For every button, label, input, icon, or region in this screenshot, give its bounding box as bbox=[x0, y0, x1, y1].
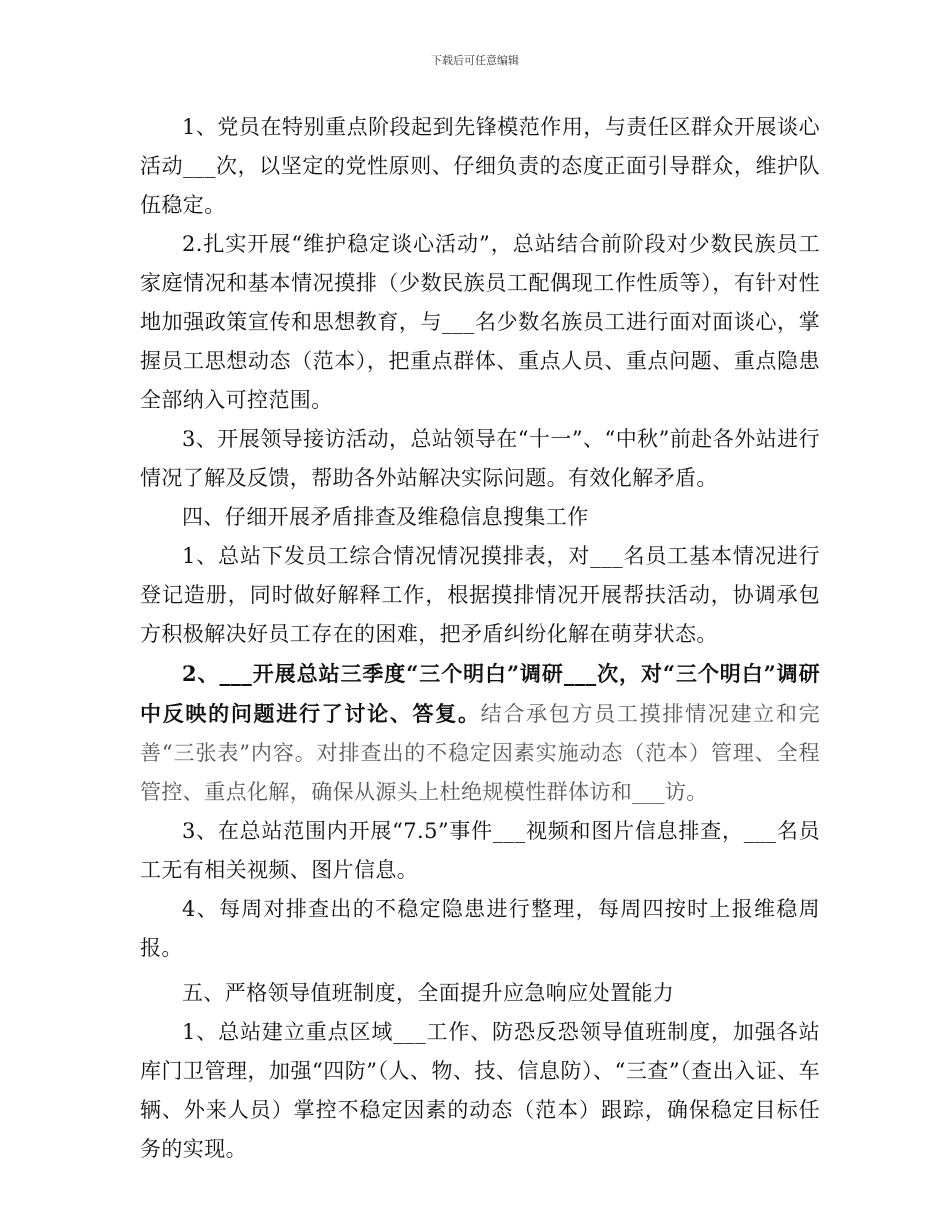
paragraph-2: 2.扎实开展“维护稳定谈心活动”，总站结合前阶段对少数民族员工家庭情况和基本情况摸排（少数民族员工配偶现工作性质等），有针对性地加强政策宣传和思想教育，与___名少数名族员工进行面对面谈心，掌握员工思想动态（范本），把重点群体、重点人员、重点问题、重点隐患全部纳入可控范围。 bbox=[140, 232, 820, 412]
paragraph-5-1: 1、总站建立重点区域___工作、防恐反恐领导值班制度，加强各站库门卫管理，加强“四防”（人、物、技、信息防）、“三查”（查出入证、车辆、外来人员）掌控不稳定因素的动态（范本）跟踪，确保稳定目标任务的实现。 bbox=[140, 1020, 820, 1161]
paragraph-4-2-bold: 2、___开展总站三季度“三个明白”调研___次，对“三个明白”调研中反映的问题进行了讨论、答复。 bbox=[140, 661, 820, 726]
page-header: 下载后可任意编辑 bbox=[431, 54, 519, 67]
section-heading-4: 四、仔细开展矛盾排查及维稳信息搜集工作 bbox=[182, 505, 589, 529]
paragraph-3: 3、开展领导接访活动，总站领导在“十一”、“中秋”前赴各外站进行情况了解及反馈，帮助各外站解决实际问题。有效化解矛盾。 bbox=[140, 427, 820, 490]
paragraph-4-4: 4、每周对排查出的不稳定隐患进行整理，每周四按时上报维稳周报。 bbox=[140, 897, 820, 960]
section-heading-5: 五、严格领导值班制度，全面提升应急响应处置能力 bbox=[182, 981, 675, 1005]
paragraph-1: 1、党员在特别重点阶段起到先锋模范作用，与责任区群众开展谈心活动___次，以坚定的党性原则、仔细负责的态度正面引导群众，维护队伍稳定。 bbox=[140, 115, 820, 217]
document-body bbox=[140, 108, 820, 1169]
paragraph-4-3: 3、在总站范围内开展“7.5”事件___视频和图片信息排查，___名员工无有相关视频、图片信息。 bbox=[140, 819, 820, 882]
paragraph-4-2 bbox=[140, 654, 820, 812]
paragraph-4-1: 1、总站下发员工综合情况情况摸排表，对___名员工基本情况进行登记造册，同时做好解释工作，根据摸排情况开展帮扶活动，协调承包方积极解决好员工存在的困难，把矛盾纠纷化解在萌芽状态。 bbox=[140, 544, 820, 646]
paragraph-4-2-gray: 结合承包方员工摸排情况建立和完善“三张表”内容。对排查出的不稳定因素实施动态（范本）管理、全程管控、重点化解，确保从源头上杜绝规模性群体访和___访。 bbox=[140, 702, 820, 804]
